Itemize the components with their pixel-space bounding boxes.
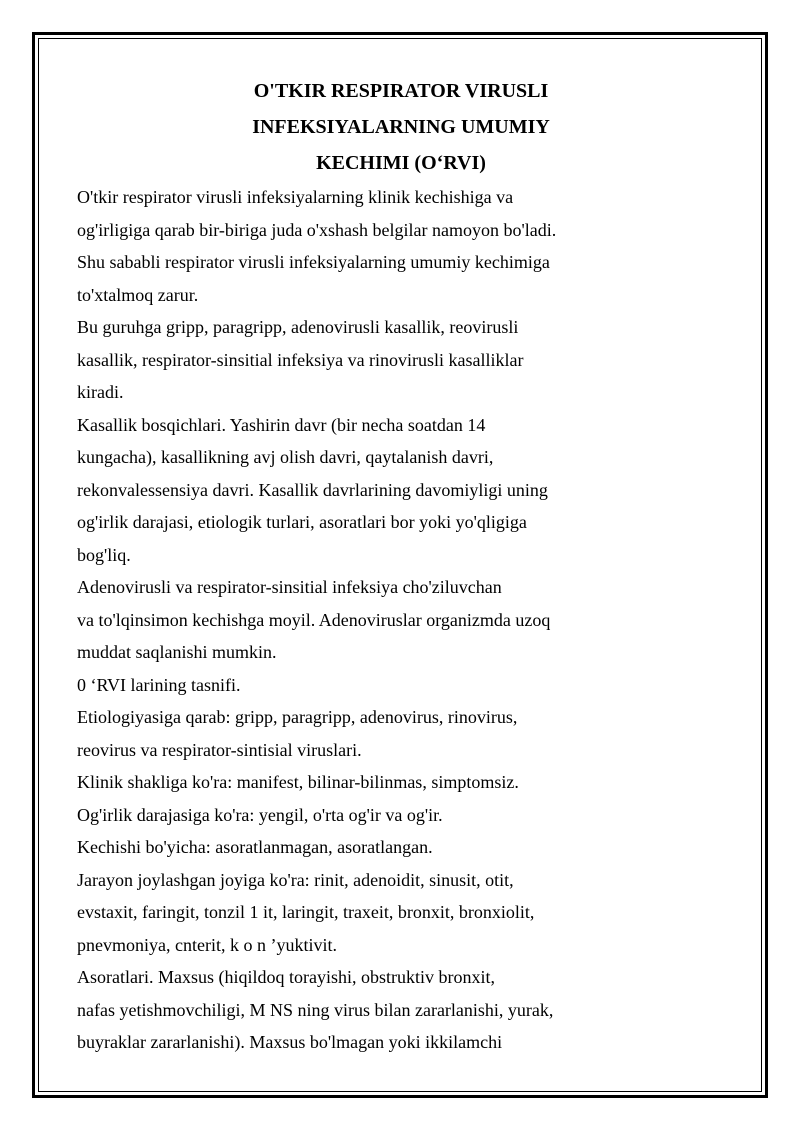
text-line: va to'lqinsimon kechishga moyil. Adenoviruslar organizmda uzoq (77, 609, 551, 630)
text-line: kungacha), kasallikning avj olish davri, qaytalanish davri, (77, 447, 494, 467)
text-line: Og'irlik darajasiga ko'ra: yengil, o'rta og'ir va og'ir. (77, 804, 443, 825)
text-line: reovirus va respirator-sintisial viruslari. (77, 739, 362, 760)
text-line: 0 ‘RVI larining tasnifi. (77, 674, 241, 695)
text-line: nafas yetishmovchiligi, M NS ning virus bilan zararlanishi, yurak, (77, 999, 554, 1020)
text-line: muddat saqlanishi mumkin. (77, 642, 277, 662)
text-line: Kechishi bo'yicha: asoratlanmagan, asoratlangan. (77, 837, 433, 857)
text-line: Jarayon joylashgan joyiga ko'ra: rinit, adenoidit, sinusit, otit, (77, 869, 514, 890)
text-line: Adenovirusli va respirator-sinsitial infeksiya cho'ziluvchan (77, 577, 502, 597)
title-line: INFEKSIYALARNING UMUMIY (252, 116, 550, 138)
text-line: to'xtalmoq zarur. (77, 284, 199, 305)
text-line: Bu guruhga gripp, paragripp, adenovirusli kasallik, reovirusli (77, 317, 519, 337)
text-line: bog'liq. (77, 544, 131, 565)
document-title (77, 73, 725, 181)
text-line: pnevmoniya, cnterit, k o n ’yuktivit. (77, 934, 337, 955)
text-line: og'irlik darajasi, etiologik turlari, asoratlari bor yoki yo'qligiga (77, 512, 527, 532)
text-line: Shu sababli respirator virusli infeksiyalarning umumiy kechimiga (77, 252, 550, 272)
title-line: O'TKIR RESPIRATOR VIRUSLI (253, 80, 549, 102)
text-line: kiradi. (77, 382, 124, 402)
text-line: Klinik shakliga ko'ra: manifest, bilinar-bilinmas, simptomsiz. (77, 772, 519, 792)
text-line: O'tkir respirator virusli infeksiyalarning klinik kechishiga va (77, 187, 514, 207)
text-line: evstaxit, faringit, tonzil 1 it, laringit, traxeit, bronxit, bronxiolit, (77, 902, 535, 922)
text-line: Etiologiyasiga qarab: gripp, paragripp, adenovirus, rinovirus, (77, 707, 518, 727)
document-content (77, 73, 737, 1059)
document-body (77, 181, 737, 1059)
title-line: KECHIMI (O‘RVI) (316, 152, 486, 174)
text-line: Kasallik bosqichlari. Yashirin davr (bir necha soatdan 14 (77, 414, 486, 435)
text-line: kasallik, respirator-sinsitial infeksiya va rinovirusli kasalliklar (77, 349, 524, 370)
text-line: og'irligiga qarab bir-biriga juda o'xshash belgilar namoyon bo'ladi. (77, 219, 557, 240)
text-line: Asoratlari. Maxsus (hiqildoq torayishi, obstruktiv bronxit, (77, 967, 495, 987)
text-line: rekonvalessensiya davri. Kasallik davrlarining davomiyligi uning (77, 479, 548, 500)
text-line: buyraklar zararlanishi). Maxsus bo'lmagan yoki ikkilamchi (77, 1032, 503, 1052)
